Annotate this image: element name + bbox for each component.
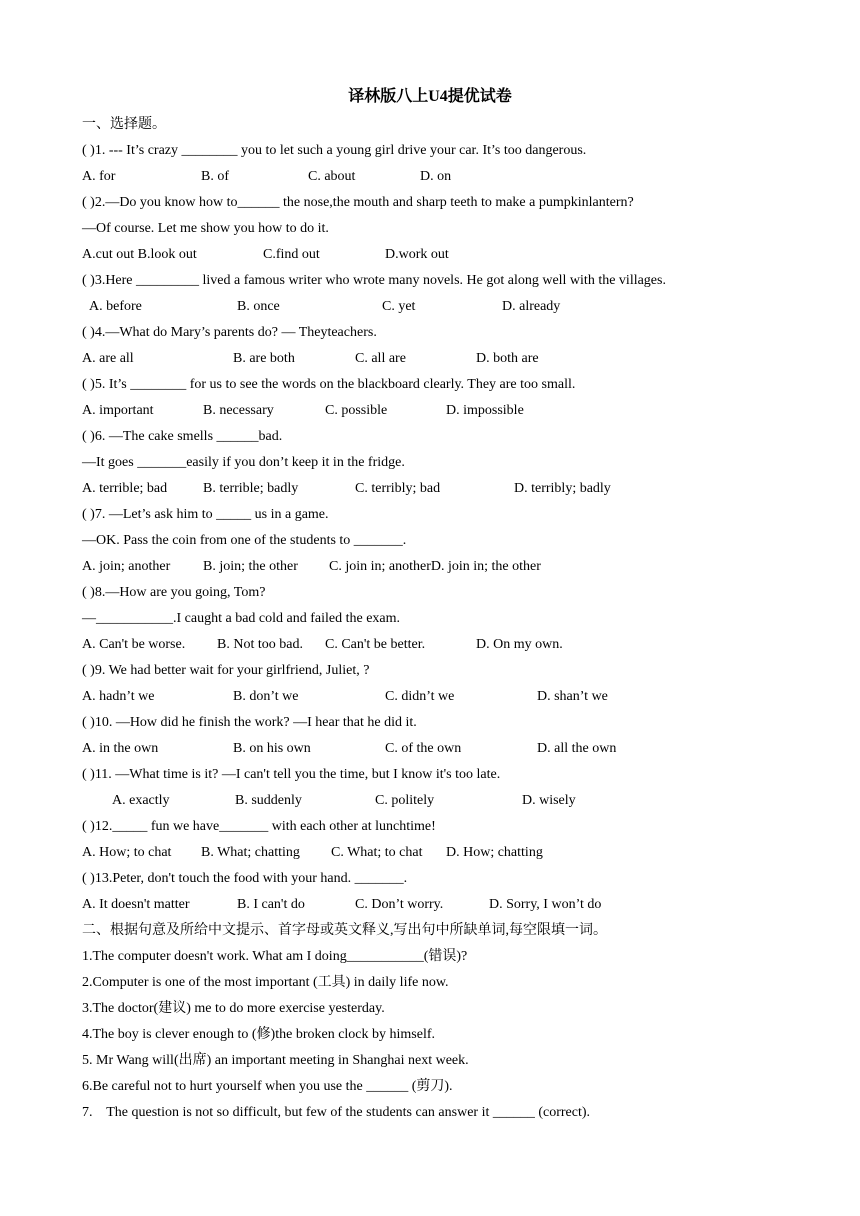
option-c: C. about — [308, 169, 356, 184]
question-stem: ( )13.Peter, don't touch the food with your hand. _______. — [82, 871, 408, 886]
question-stem: ( )5. It’s ________ for us to see the words on the blackboard clearly. They are too small. — [82, 377, 576, 392]
option-b: B. suddenly — [235, 793, 302, 808]
question-stem: ( )10. —How did he finish the work? —I hear that he did it. — [82, 715, 417, 730]
option-d: D. Sorry, I won’t do — [489, 897, 602, 912]
option-d: D. all the own — [537, 741, 617, 756]
option-d: D.work out — [385, 247, 449, 262]
option-b: B. terrible; badly — [203, 481, 299, 496]
question-stem: ( )7. —Let’s ask him to _____ us in a game. — [82, 507, 329, 522]
option-c: C. of the own — [385, 741, 462, 756]
option-c: C. politely — [375, 793, 435, 808]
option-d: D. already — [502, 299, 561, 314]
option-a: A. It doesn't matter — [82, 897, 190, 912]
question-stem: ( )2.—Do you know how to______ the nose,the mouth and sharp teeth to make a pumpkinlantern? — [82, 195, 634, 210]
question-stem: ( )4.—What do Mary’s parents do? — Theyteachers. — [82, 325, 377, 340]
option-d: D. shan’t we — [537, 689, 608, 704]
question-dialogue: —OK. Pass the coin from one of the students to _______. — [82, 533, 407, 548]
question-dialogue: —Of course. Let me show you how to do it. — [82, 221, 329, 236]
question-stem: ( )6. —The cake smells ______bad. — [82, 429, 283, 444]
option-a-b: A.cut out B.look out — [82, 247, 197, 262]
fill-item: 5. Mr Wang will(出席) an important meeting in Shanghai next week. — [82, 1053, 469, 1068]
option-a: A. terrible; bad — [82, 481, 168, 496]
option-d: D. On my own. — [476, 637, 563, 652]
option-c: C. all are — [355, 351, 406, 366]
option-a: A. in the own — [82, 741, 159, 756]
option-b: B. don’t we — [233, 689, 299, 704]
option-b: B. of — [201, 169, 229, 184]
option-d: D. terribly; badly — [514, 481, 611, 496]
option-c-d: C. join in; anotherD. join in; the other — [329, 559, 541, 574]
fill-item: 4.The boy is clever enough to (修)the broken clock by himself. — [82, 1027, 436, 1042]
option-b: B. I can't do — [237, 897, 305, 912]
option-d: D. both are — [476, 351, 539, 366]
option-c: C. yet — [382, 299, 416, 314]
option-b: B. Not too bad. — [217, 637, 303, 652]
option-a: A. Can't be worse. — [82, 637, 186, 652]
option-a: A. important — [82, 403, 154, 418]
question-stem: ( )12._____ fun we have_______ with each other at lunchtime! — [82, 819, 436, 834]
option-c: C. didn’t we — [385, 689, 455, 704]
option-d: D. wisely — [522, 793, 576, 808]
question-dialogue: —It goes _______easily if you don’t keep it in the fridge. — [82, 455, 405, 470]
option-b: B. on his own — [233, 741, 311, 756]
option-b: B. What; chatting — [201, 845, 300, 860]
option-a: A. hadn’t we — [82, 689, 155, 704]
option-b: B. necessary — [203, 403, 274, 418]
option-c: C. Can't be better. — [325, 637, 426, 652]
option-a: A. How; to chat — [82, 845, 172, 860]
option-c: C. possible — [325, 403, 388, 418]
option-d: D. How; chatting — [446, 845, 543, 860]
section-heading: 二、根据句意及所给中文提示、首字母或英文释义,写出句中所缺单词,每空限填一词。 — [82, 923, 607, 938]
fill-item: 7. The question is not so difficult, but few of the students can answer it ______ (correct). — [82, 1105, 591, 1120]
question-stem: ( )8.—How are you going, Tom? — [82, 585, 266, 600]
fill-item: 6.Be careful not to hurt yourself when you use the ______ (剪刀). — [82, 1079, 453, 1094]
question-stem: ( )3.Here _________ lived a famous writer who wrote many novels. He got along well with the villages. — [82, 273, 666, 288]
fill-item: 2.Computer is one of the most important (工具) in daily life now. — [82, 975, 449, 990]
option-d: D. impossible — [446, 403, 524, 418]
fill-item: 1.The computer doesn't work. What am I doing___________(错误)? — [82, 949, 468, 964]
option-a: A. exactly — [112, 793, 170, 808]
option-a: A. before — [89, 299, 142, 314]
question-stem: ( )11. —What time is it? —I can't tell you the time, but I know it's too late. — [82, 767, 501, 782]
fill-item: 3.The doctor(建议) me to do more exercise yesterday. — [82, 1001, 385, 1016]
option-c: C. Don’t worry. — [355, 897, 444, 912]
option-d: D. on — [420, 169, 452, 184]
option-b: B. join; the other — [203, 559, 298, 574]
option-a: A. for — [82, 169, 116, 184]
option-a: A. are all — [82, 351, 134, 366]
option-a: A. join; another — [82, 559, 171, 574]
page-title: 译林版八上U4提优试卷 — [348, 88, 512, 105]
section-heading: 一、选择题。 — [82, 117, 166, 132]
option-b: B. are both — [233, 351, 295, 366]
option-c: C. terribly; bad — [355, 481, 441, 496]
question-stem: ( )9. We had better wait for your girlfriend, Juliet, ? — [82, 663, 370, 678]
option-c: C.find out — [263, 247, 320, 262]
option-b: B. once — [237, 299, 280, 314]
option-c: C. What; to chat — [331, 845, 423, 860]
question-stem: ( )1. --- It’s crazy ________ you to let such a young girl drive your car. It’s too dangerous. — [82, 143, 587, 158]
question-dialogue: —___________.I caught a bad cold and failed the exam. — [82, 611, 401, 626]
